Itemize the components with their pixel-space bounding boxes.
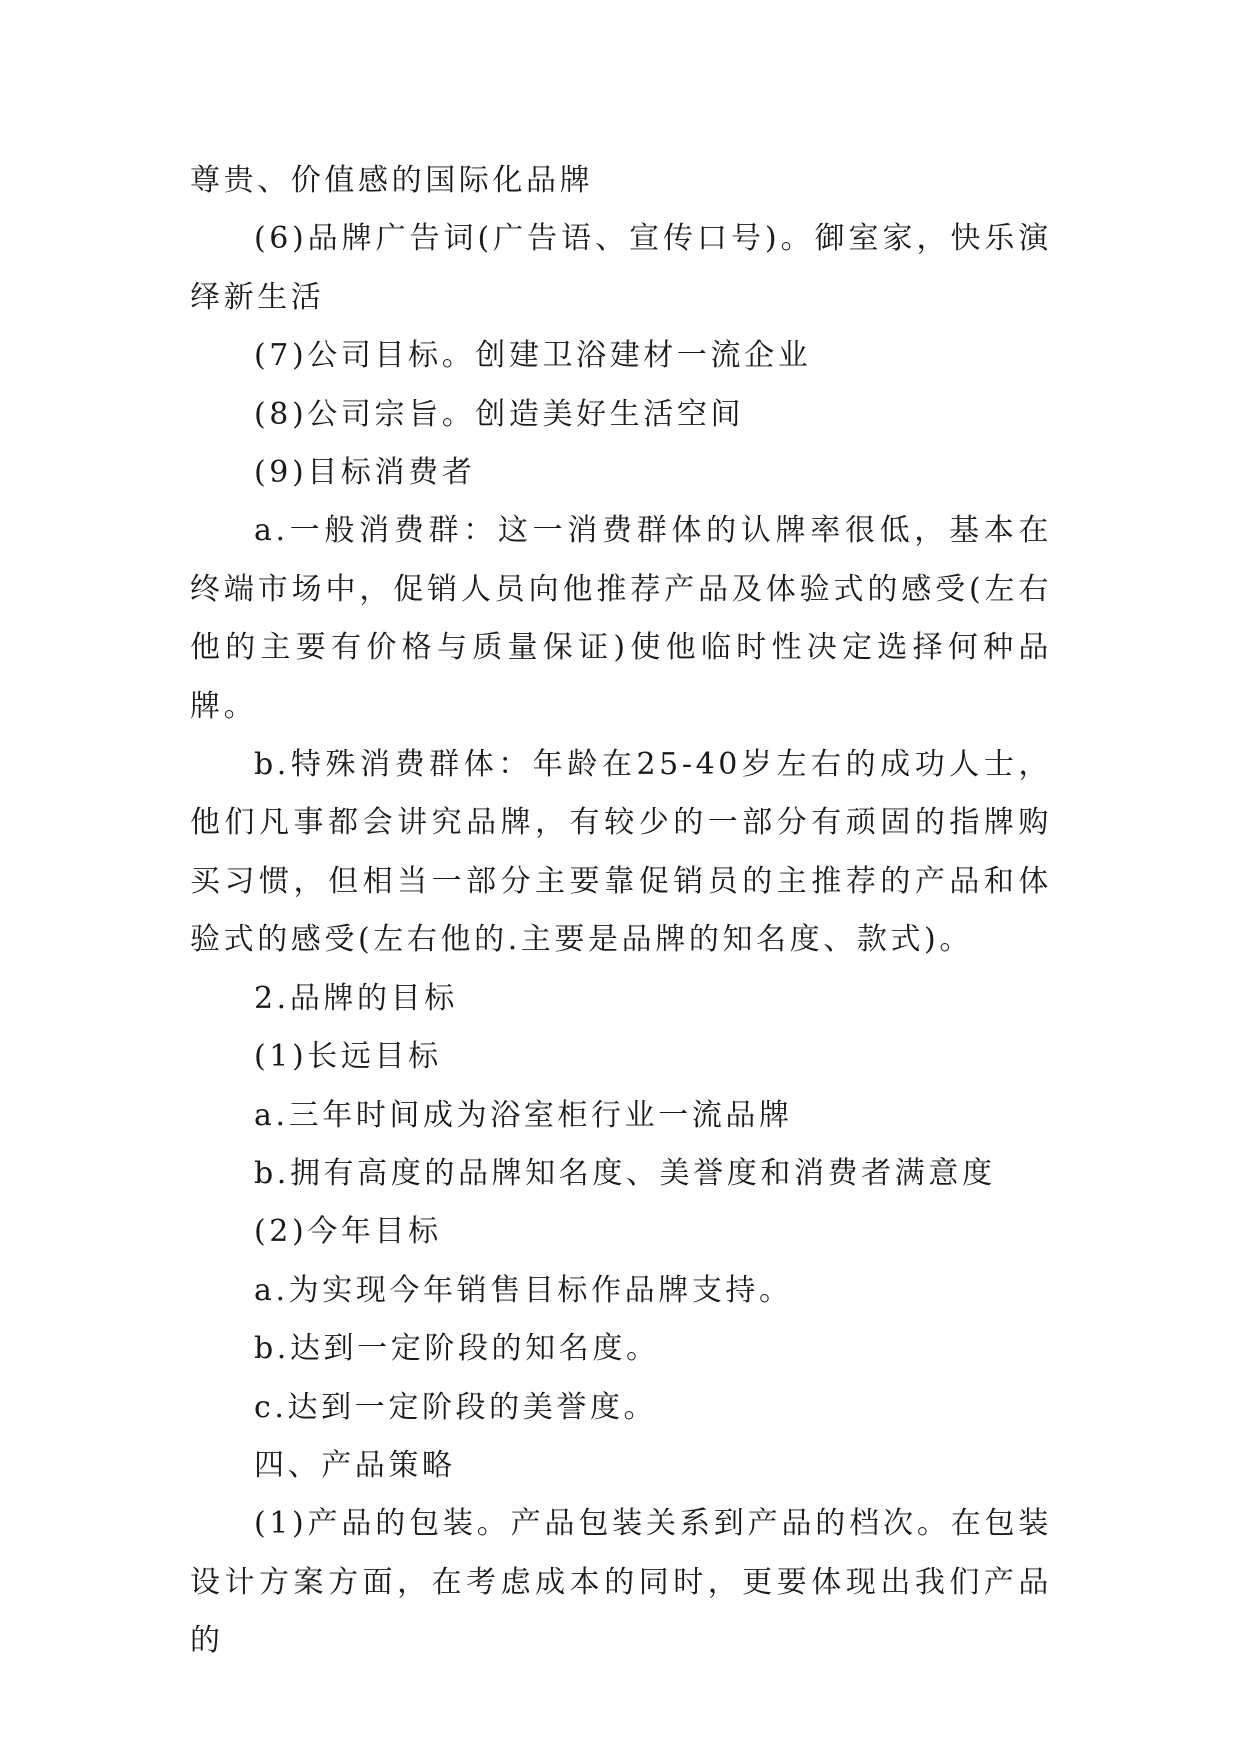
document-body [190, 152, 1052, 1671]
paragraph-company-goal: (7)公司目标。创建卫浴建材一流企业 [254, 338, 812, 374]
section-heading-brand-goals: 2.品牌的目标 [254, 980, 458, 1016]
paragraph-general-consumers: a.一般消费群：这一消费群体的认牌率很低，基本在终端市场中，促销人员向他推荐产品及体验式的感受(左右他的主要有价格与质量保证)使他临时性决定选择何种品牌。 [190, 513, 1052, 724]
list-item-long-term-a: a.三年时间成为浴室柜行业一流品牌 [254, 1097, 793, 1133]
subheading-this-year-goals: (2)今年目标 [254, 1214, 442, 1250]
paragraph-target-consumers: (9)目标消费者 [254, 455, 476, 491]
subheading-long-term-goals: (1)长远目标 [254, 1039, 442, 1075]
paragraph-brand-slogan: (6)品牌广告词(广告语、宣传口号)。御室家，快乐演绎新生活 [190, 221, 1052, 315]
list-item-this-year-a: a.为实现今年销售目标作品牌支持。 [254, 1272, 793, 1308]
section-heading-product-strategy: 四、产品策略 [254, 1447, 456, 1483]
list-item-long-term-b: b.拥有高度的品牌知名度、美誉度和消费者满意度 [254, 1155, 996, 1191]
paragraph-company-mission: (8)公司宗旨。创造美好生活空间 [254, 396, 745, 432]
paragraph-special-consumers: b.特殊消费群体：年龄在25-40岁左右的成功人士，他们凡事都会讲究品牌，有较少的一部分有顽固的指牌购买习惯，但相当一部分主要靠促销员的主推荐的产品和体验式的感受(左右他的.主要是品牌的知名度、款式)。 [190, 747, 1052, 958]
list-item-this-year-b: b.达到一定阶段的知名度。 [254, 1331, 660, 1367]
paragraph-product-packaging: (1)产品的包装。产品包装关系到产品的档次。在包装设计方案方面，在考虑成本的同时，更要体现出我们产品的 [190, 1506, 1052, 1659]
paragraph-brand-positioning-tail: 尊贵、价值感的国际化品牌 [190, 163, 594, 198]
list-item-this-year-c: c.达到一定阶段的美誉度。 [254, 1389, 658, 1425]
